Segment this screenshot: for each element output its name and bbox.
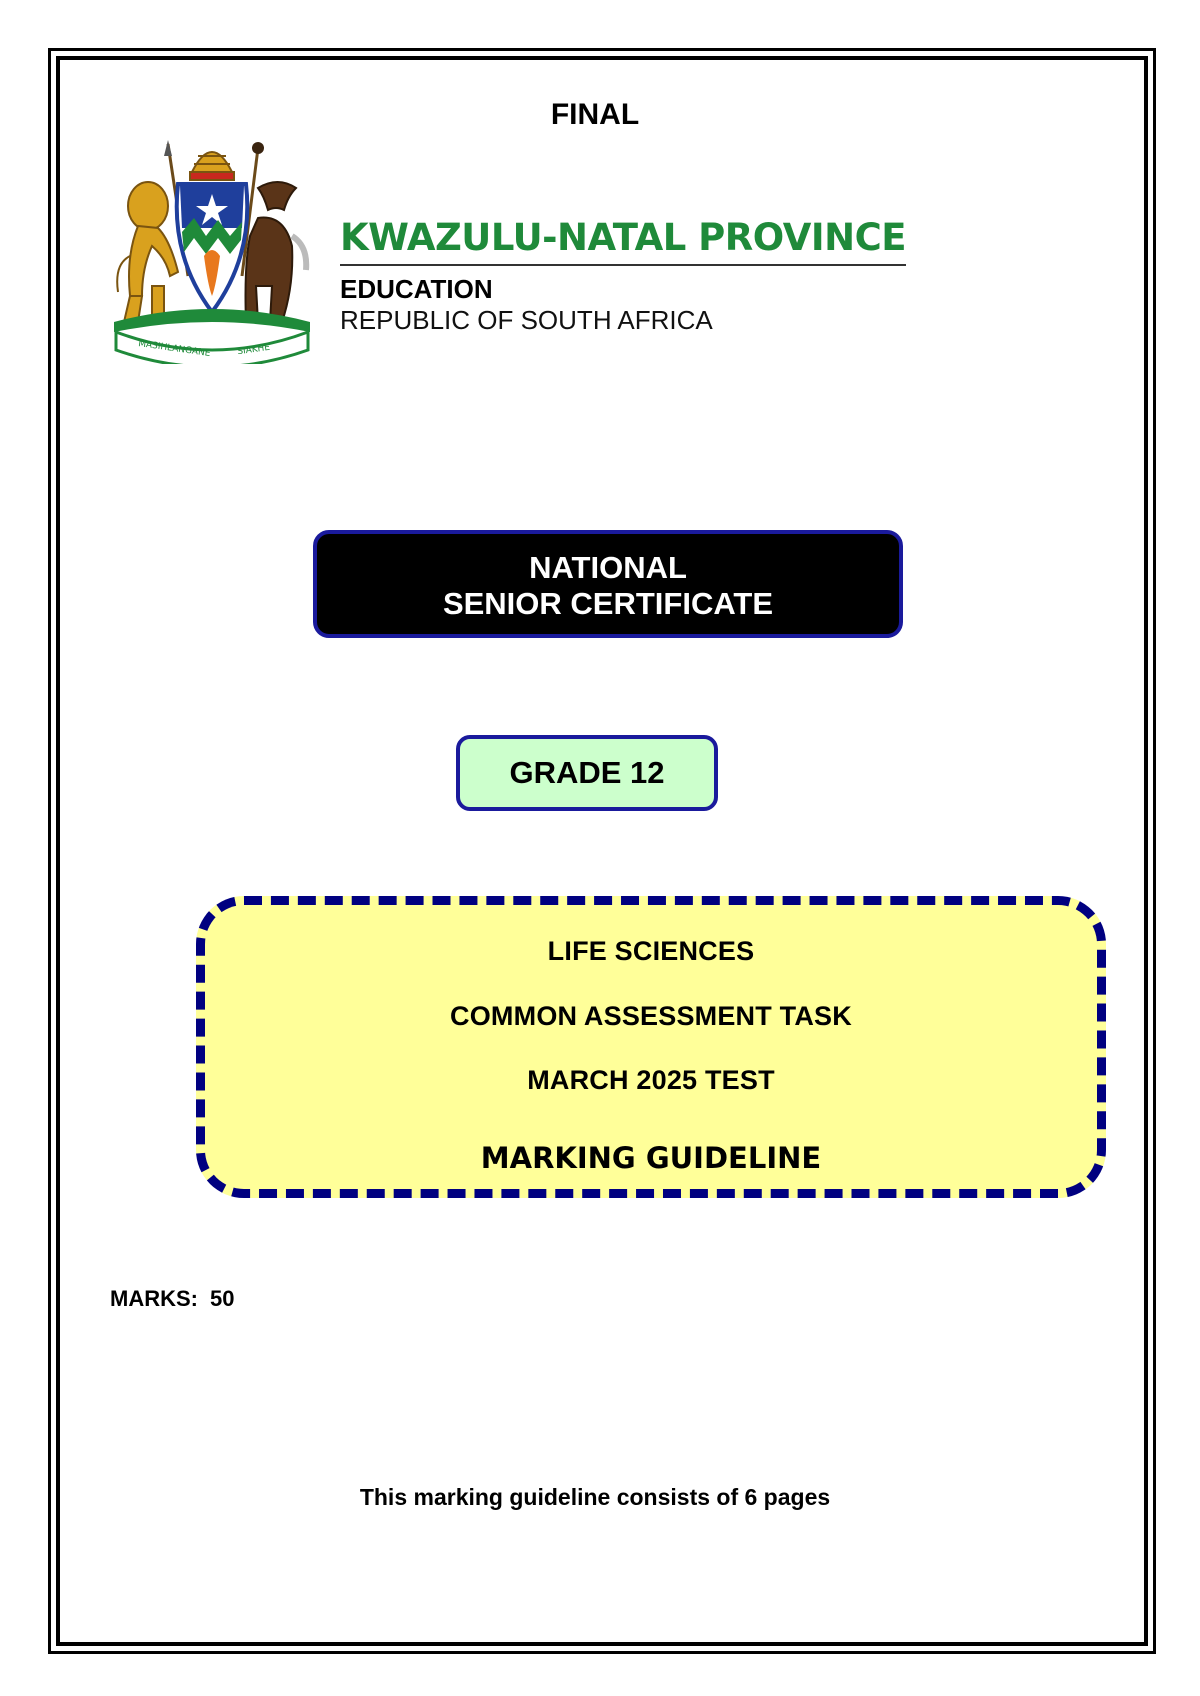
province-name: KWAZULU-NATAL PROVINCE [340, 216, 907, 259]
country-name: REPUBLIC OF SOUTH AFRICA [340, 305, 713, 335]
assessment-title: COMMON ASSESSMENT TASK [450, 1001, 852, 1031]
certificate-banner [313, 530, 903, 638]
marks-line [110, 1286, 234, 1312]
marks-label: MARKS: [110, 1286, 198, 1311]
certificate-line-2: SENIOR CERTIFICATE [442, 586, 774, 621]
motto-text-left: MASIHLANGANE [137, 339, 211, 360]
province-divider [340, 264, 906, 266]
subject-panel [196, 896, 1106, 1198]
certificate-line-1: NATIONAL [529, 550, 687, 585]
crest-shield [177, 184, 248, 312]
motto-text-right: SIAKHE [236, 342, 271, 358]
grade-badge: GRADE 12 [456, 735, 718, 811]
lion-supporter [117, 182, 178, 322]
province-heading [340, 214, 910, 336]
wildebeest-supporter [246, 182, 307, 322]
kzn-coat-of-arms-icon [108, 136, 316, 364]
page-count-note: This marking guideline consists of 6 pages [359, 1484, 831, 1510]
document-status: FINAL [550, 98, 640, 131]
crest-motto-banner [116, 332, 308, 364]
test-title: MARCH 2025 TEST [527, 1065, 775, 1095]
document-type: MARKING GUIDELINE [480, 1141, 822, 1175]
marks-value: 50 [210, 1286, 235, 1311]
subject-title: LIFE SCIENCES [547, 936, 755, 966]
department-name: EDUCATION [340, 274, 493, 304]
crest-crown [190, 152, 234, 180]
